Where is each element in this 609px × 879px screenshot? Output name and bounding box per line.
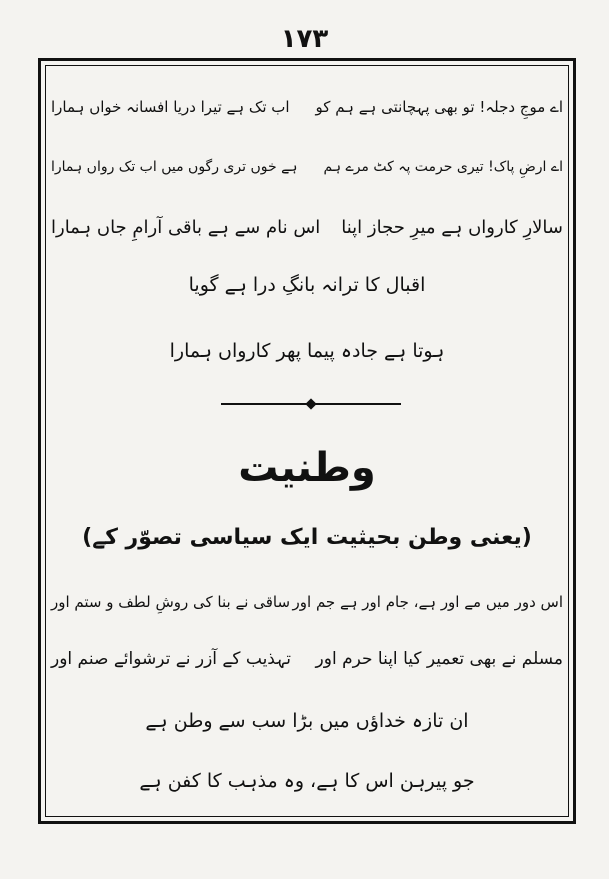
page-border-frame [38,58,576,824]
poem-content [41,61,573,821]
misra-left: اس نام سے ہے باقی آرامِ جاں ہمارا [51,217,321,238]
misra-left: اب تک ہے تیرا دریا افسانہ خواں ہمارا [51,98,290,116]
misra-right: اے موجِ دجلہ! تو بھی پہچانتی ہے ہم کو [315,98,563,116]
page-number: ۱۷۳ [280,24,329,54]
misra-left: ہے خوں تری رگوں میں اب تک رواں ہمارا [51,159,298,175]
couplet-2 [51,153,563,181]
final-misra-1: اقبال کا ترانہ بانگِ درا ہے گویا [188,274,426,296]
poem-subtitle: (یعنی وطن بحیثیت ایک سیاسی تصوّر کے) [82,525,532,550]
couplet-4 [51,588,563,616]
misra-left: ساقی نے بنا کی روشِ لطف و ستم اور [51,593,291,611]
final-misra-4: جو پیرہن اس کا ہے، وہ مذہب کا کفن ہے [139,770,475,792]
misra-left: تہذیب کے آزر نے ترشوائے صنم اور [51,649,291,669]
misra-right: مسلم نے بھی تعمیر کیا اپنا حرم اور [315,649,563,669]
couplet-1 [51,93,563,121]
final-misra-3: ان تازہ خداؤں میں بڑا سب سے وطن ہے [145,710,469,732]
section-divider [221,403,401,405]
misra-right: اے ارضِ پاک! تیری حرمت پہ کٹ مرے ہم [323,159,563,175]
final-misra-2: ہوتا ہے جادہ پیما پھر کارواں ہمارا [169,340,445,362]
misra-right: اس دور میں مے اور ہے، جام اور ہے جم اور [292,593,563,611]
couplet-5 [51,645,563,673]
couplet-3 [51,214,563,242]
misra-right: سالارِ کارواں ہے میرِ حجاز اپنا [341,217,563,238]
poem-title: وطنیت [238,445,376,491]
